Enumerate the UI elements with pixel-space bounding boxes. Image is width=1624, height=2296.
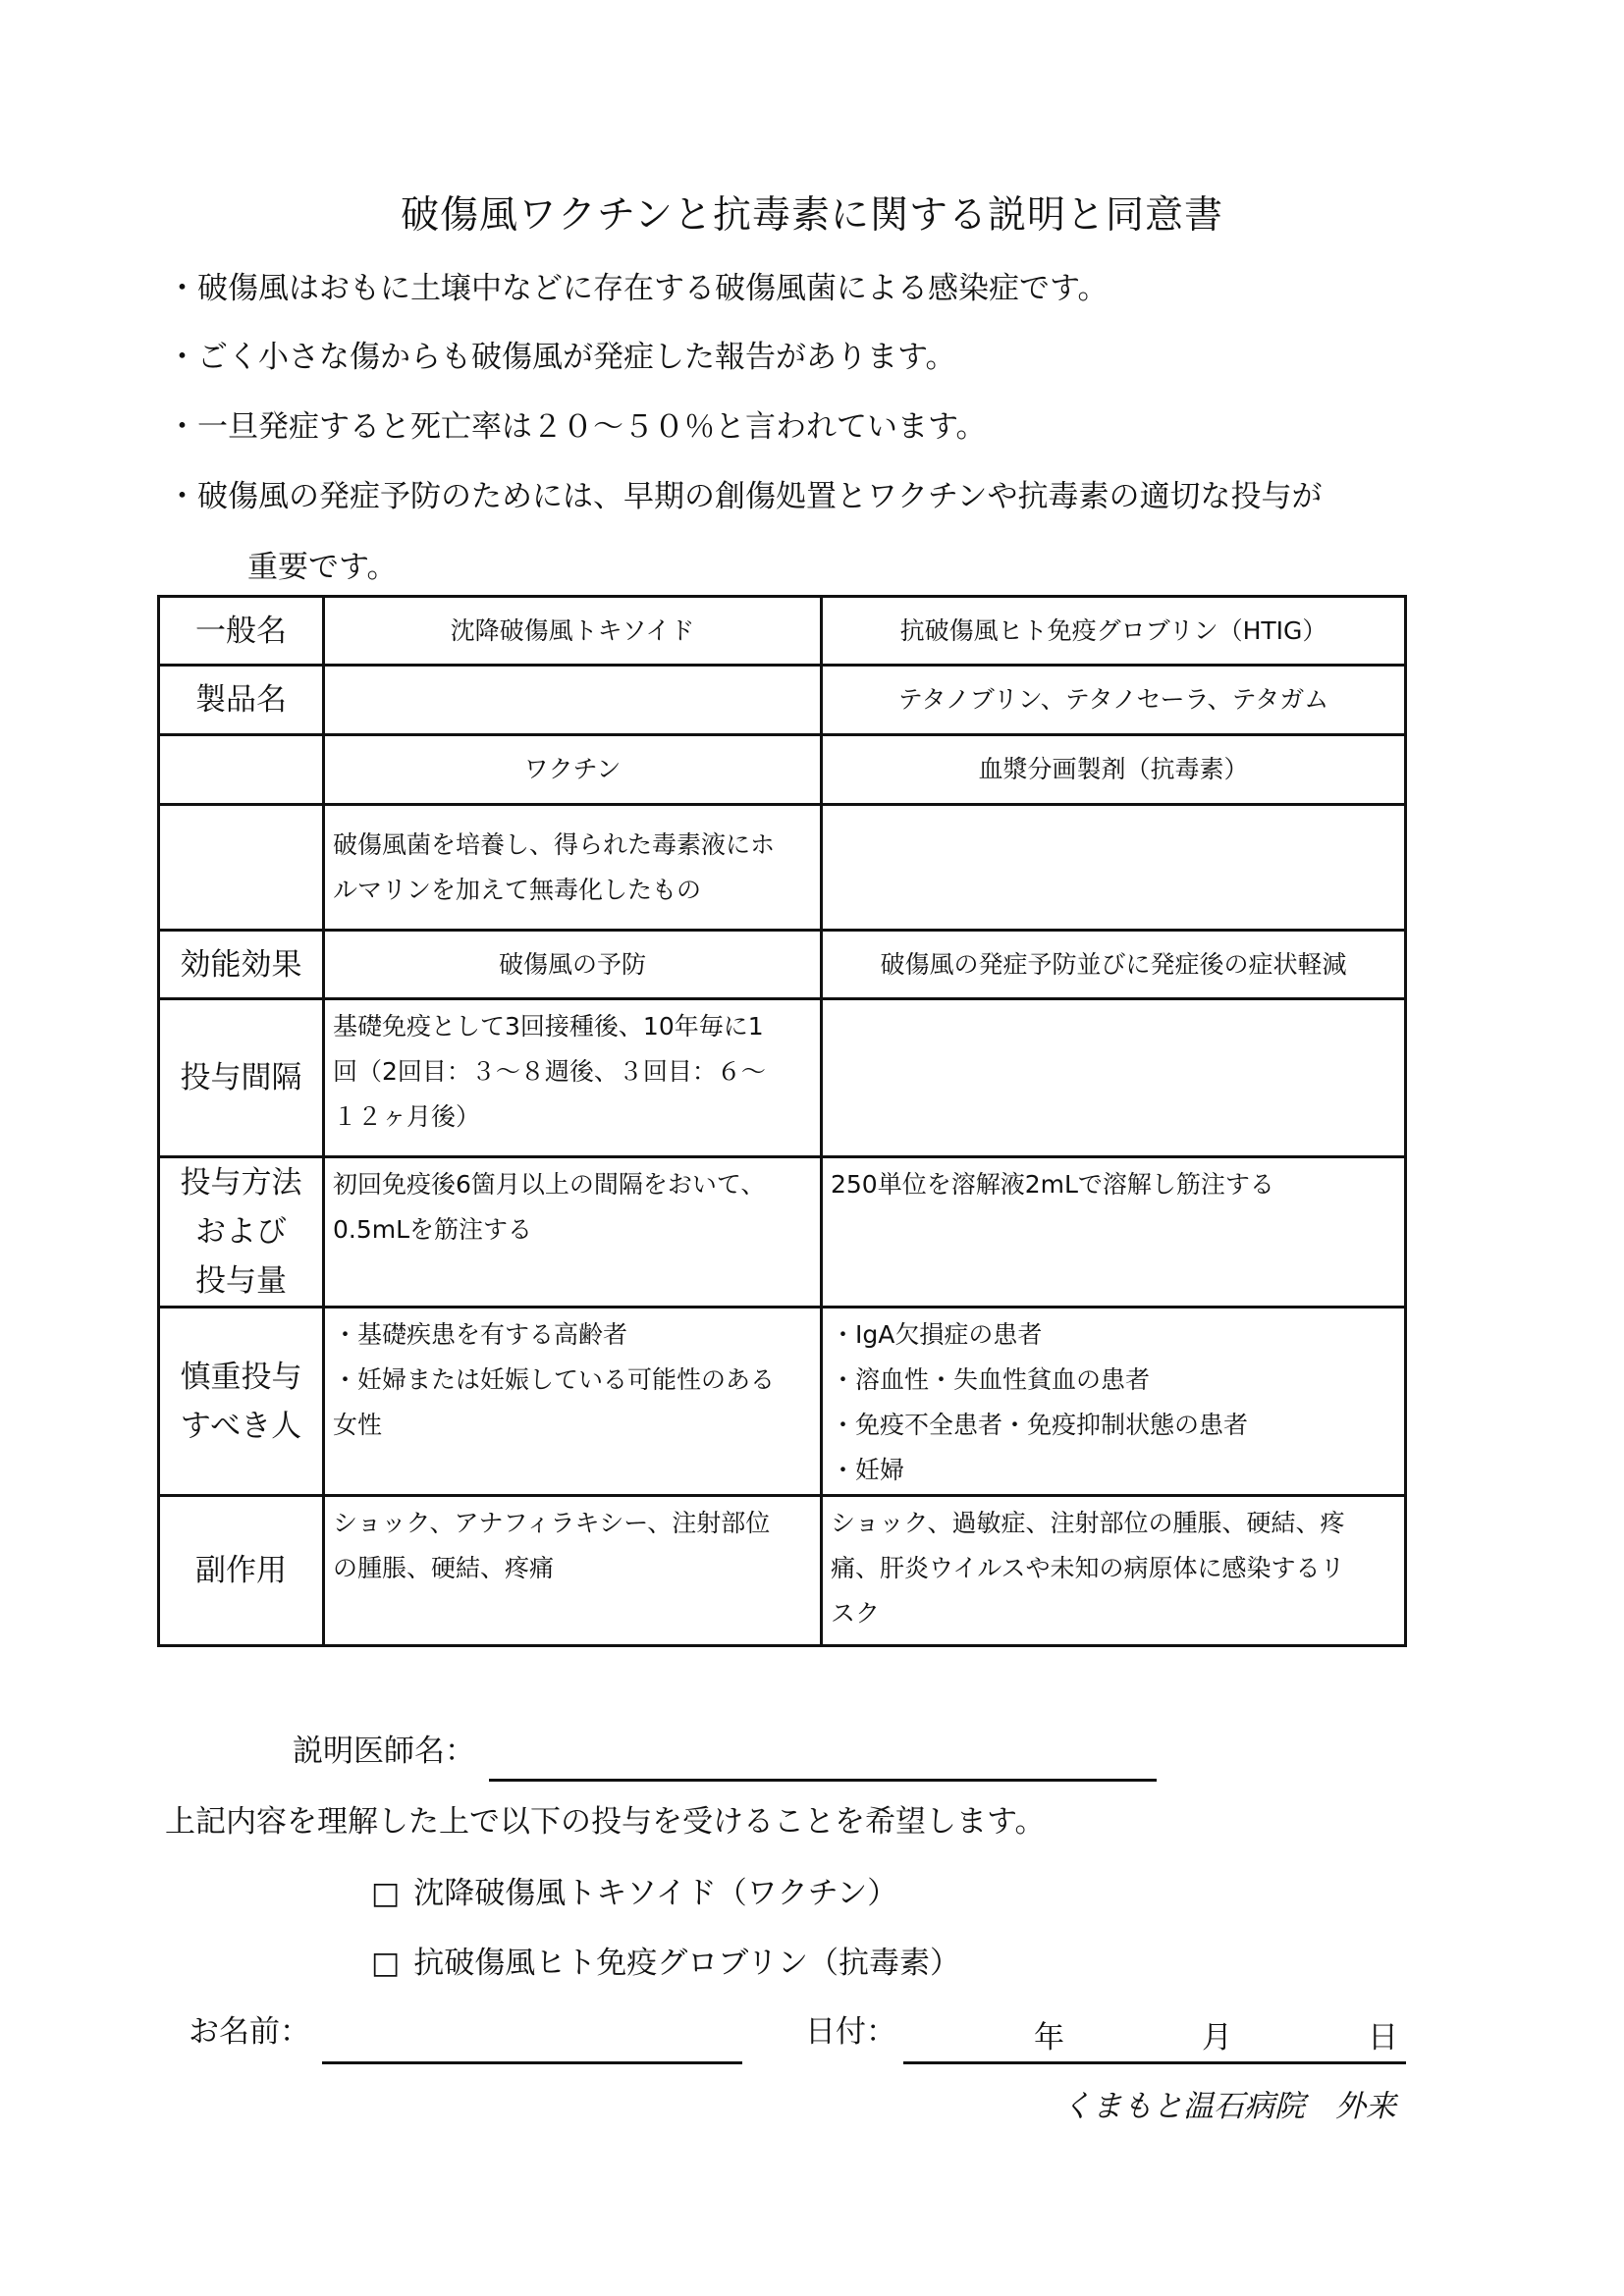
antitoxin-cell: [822, 1157, 1406, 1308]
vaccine-cell: [324, 999, 822, 1157]
checkbox-antitoxin[interactable]: □: [371, 1946, 401, 1981]
cell-text: ルマリンを加えて無毒化したもの: [333, 875, 702, 904]
row-label-text: 慎重投与: [180, 1359, 302, 1395]
cell-text: １２ヶ月後）: [333, 1102, 481, 1131]
antitoxin-cell: [822, 1496, 1406, 1646]
cell-text: ・妊婦または妊娠している可能性のある: [333, 1365, 776, 1394]
cell-text: 血漿分画製剤（抗毒素）: [978, 755, 1249, 783]
consent-statement: 上記内容を理解した上で以下の投与を受けることを希望します。: [165, 1804, 1046, 1840]
cell-text: の腫脹、硬結、疼痛: [333, 1554, 555, 1582]
row-label-text: 投与量: [195, 1263, 287, 1299]
table-row: [159, 1308, 1406, 1496]
antitoxin-cell: [822, 805, 1406, 931]
row-label-text: 投与方法: [180, 1165, 302, 1201]
intro-line-4: ・破傷風の発症予防のためには、早期の創傷処置とワクチンや抗毒素の適切な投与が: [167, 479, 1323, 514]
row-label: [159, 805, 324, 931]
cell-text: 0.5mLを筋注する: [333, 1215, 533, 1244]
checkbox-vaccine[interactable]: □: [371, 1876, 401, 1911]
cell-text: テタノブリン、テタノセーラ、テタガム: [897, 685, 1329, 714]
intro-line-1: ・破傷風はおもに土壌中などに存在する破傷風菌による感染症です。: [167, 271, 1109, 306]
date-field[interactable]: [903, 2061, 1406, 2064]
intro-line-2: ・ごく小さな傷からも破傷風が発症した報告があります。: [167, 340, 956, 375]
cell-text: ワクチン: [523, 755, 622, 783]
antitoxin-cell: [822, 666, 1406, 735]
row-label-text: 副作用: [195, 1553, 287, 1588]
cell-text: ショック、アナフィラキシー、注射部位: [333, 1509, 771, 1537]
cell-text: ・溶血性・失血性貧血の患者: [831, 1365, 1151, 1394]
cell-text: スク: [831, 1599, 881, 1628]
cell-text: 抗破傷風ヒト免疫グロブリン（HTIG）: [899, 615, 1327, 645]
vaccine-cell: [324, 931, 822, 999]
vaccine-cell: [324, 666, 822, 735]
option-antitoxin-label: 抗破傷風ヒト免疫グロブリン（抗毒素）: [413, 1946, 961, 1981]
row-label: [159, 931, 324, 999]
cell-text: ショック、過敏症、注射部位の腫脹、硬結、疼: [831, 1509, 1345, 1537]
table-row: [159, 805, 1406, 931]
option-vaccine[interactable]: [371, 1868, 897, 1912]
option-antitoxin[interactable]: [371, 1938, 960, 1982]
intro-line-5: 重要です。: [247, 550, 398, 585]
antitoxin-cell: [822, 931, 1406, 999]
cell-text: 250単位を溶解液2mLで溶解し筋注する: [831, 1170, 1274, 1199]
cell-text: 沈降破傷風トキソイド: [450, 615, 695, 645]
table-row: [159, 735, 1406, 805]
row-label-text: 一般名: [195, 613, 287, 649]
table-row: [159, 666, 1406, 735]
antitoxin-cell: [822, 735, 1406, 805]
table-row: [159, 931, 1406, 999]
cell-text: 痛、肝炎ウイルスや未知の病原体に感染するリ: [831, 1554, 1345, 1582]
intro-line-3: ・一旦発症すると死亡率は２０～５０％と言われています。: [167, 409, 987, 445]
table-row: [159, 1496, 1406, 1646]
vaccine-cell: [324, 597, 822, 666]
date-day: 日: [1368, 2020, 1398, 2056]
vaccine-cell: [324, 805, 822, 931]
row-label: [159, 999, 324, 1157]
cell-text: ・免疫不全患者・免疫抑制状態の患者: [831, 1411, 1249, 1439]
antitoxin-cell: [822, 999, 1406, 1157]
cell-text: 破傷風の発症予防並びに発症後の症状軽減: [880, 949, 1347, 979]
antitoxin-cell: [822, 1308, 1406, 1496]
row-label: [159, 1496, 324, 1646]
cell-text: 破傷風菌を培養し、得られた毒素液にホ: [333, 829, 776, 859]
vaccine-cell: [324, 1308, 822, 1496]
vaccine-cell: [324, 1496, 822, 1646]
row-label-text: 効能効果: [180, 946, 302, 983]
cell-text: 基礎免疫として3回接種後、10年毎に1: [333, 1012, 764, 1041]
table-row: [159, 1157, 1406, 1308]
cell-text: 回（2回目：３～８週後、３回目：６～: [333, 1057, 766, 1086]
row-label-text: すべき人: [180, 1408, 302, 1444]
row-label-text: 製品名: [195, 682, 287, 718]
drug-comparison-table: [157, 595, 1407, 1647]
row-label: [159, 666, 324, 735]
patient-name-label: お名前：: [189, 2014, 310, 2050]
antitoxin-cell: [822, 597, 1406, 666]
date-year: 年: [1034, 2020, 1064, 2056]
doctor-name-label: 説明医師名：: [293, 1734, 475, 1769]
cell-text: 女性: [333, 1411, 383, 1439]
table-row: [159, 597, 1406, 666]
table-row: [159, 999, 1406, 1157]
vaccine-cell: [324, 1157, 822, 1308]
patient-name-field[interactable]: [322, 2061, 742, 2064]
cell-text: ・基礎疾患を有する高齢者: [333, 1320, 628, 1349]
date-label: 日付：: [805, 2014, 896, 2050]
date-month: 月: [1202, 2020, 1232, 2056]
row-label: [159, 735, 324, 805]
option-vaccine-label: 沈降破傷風トキソイド（ワクチン）: [413, 1876, 898, 1911]
cell-text: 破傷風の予防: [498, 949, 646, 979]
cell-text: ・妊婦: [831, 1456, 905, 1484]
row-label: [159, 597, 324, 666]
doctor-name-field[interactable]: [489, 1779, 1157, 1782]
cell-text: ・IgA欠損症の患者: [831, 1320, 1043, 1349]
row-label: [159, 1308, 324, 1496]
row-label-text: 投与間隔: [180, 1060, 302, 1095]
row-label-text: および: [195, 1214, 287, 1250]
hospital-footer: くまもと温石病院 外来: [1061, 2089, 1396, 2124]
vaccine-cell: [324, 735, 822, 805]
page-title: 破傷風ワクチンと抗毒素に関する説明と同意書: [400, 193, 1224, 238]
cell-text: 初回免疫後6箇月以上の間隔をおいて、: [333, 1170, 766, 1199]
row-label: [159, 1157, 324, 1308]
